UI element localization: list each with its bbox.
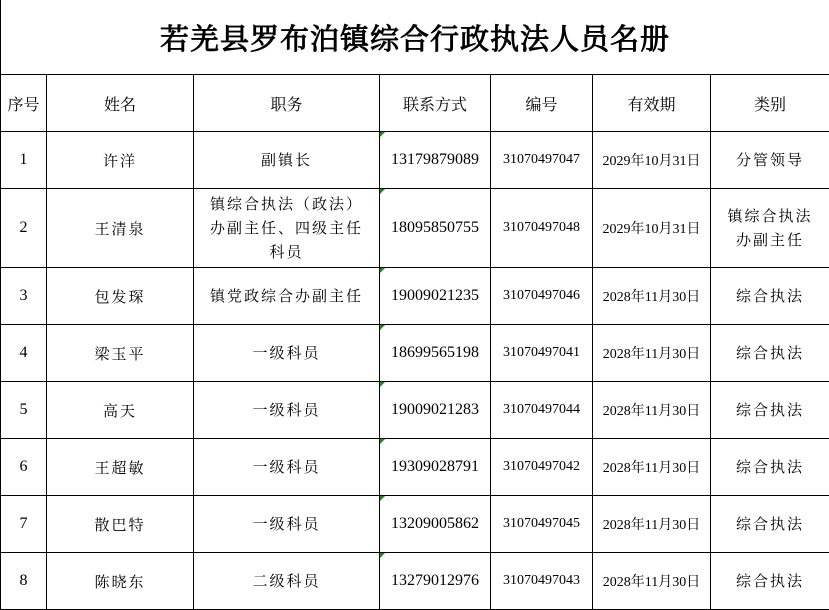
cell-name: 王超敏 xyxy=(47,439,194,496)
contact-text: 13179879089 xyxy=(391,151,479,168)
page-title: 若羌县罗布泊镇综合行政执法人员名册 xyxy=(160,17,670,58)
cell-contact xyxy=(380,382,491,439)
contact-text: 19009021235 xyxy=(391,287,479,304)
cell-code: 31070497042 xyxy=(491,439,593,496)
comment-marker-icon xyxy=(380,268,385,273)
cell-validity: 2028年11月30日 xyxy=(593,325,711,382)
cell-position xyxy=(194,382,380,439)
cell-index: 2 xyxy=(1,189,47,268)
table-row xyxy=(1,268,829,325)
contact-text: 18095850755 xyxy=(391,219,479,236)
cell-category xyxy=(711,439,829,496)
cell-code: 31070497047 xyxy=(491,132,593,189)
table-row xyxy=(1,496,829,553)
comment-marker-icon xyxy=(380,189,385,194)
cell-contact xyxy=(380,325,491,382)
header-name: 姓名 xyxy=(47,75,194,132)
cell-index: 1 xyxy=(1,132,47,189)
title-row xyxy=(0,0,829,74)
cell-index: 6 xyxy=(1,439,47,496)
header-index: 序号 xyxy=(1,75,47,132)
cell-position xyxy=(194,132,380,189)
table-row xyxy=(1,439,829,496)
cell-name: 梁玉平 xyxy=(47,325,194,382)
cell-name: 散巴特 xyxy=(47,496,194,553)
position-text: 一级科员 xyxy=(252,512,320,536)
comment-marker-icon xyxy=(380,382,385,387)
cell-position xyxy=(194,268,380,325)
cell-validity: 2028年11月30日 xyxy=(593,268,711,325)
cell-contact xyxy=(380,132,491,189)
cell-category xyxy=(711,325,829,382)
cell-position xyxy=(194,189,380,268)
cell-contact xyxy=(380,439,491,496)
cell-validity: 2029年10月31日 xyxy=(593,189,711,268)
cell-code: 31070497045 xyxy=(491,496,593,553)
cell-contact xyxy=(380,189,491,268)
contact-text: 19309028791 xyxy=(391,458,479,475)
category-text: 综合执法 xyxy=(736,284,804,308)
comment-marker-icon xyxy=(380,553,385,558)
cell-name: 陈晓东 xyxy=(47,553,194,610)
cell-category xyxy=(711,268,829,325)
cell-validity: 2028年11月30日 xyxy=(593,439,711,496)
category-text: 综合执法 xyxy=(736,455,804,479)
contact-text: 13209005862 xyxy=(391,515,479,532)
cell-code: 31070497044 xyxy=(491,382,593,439)
contact-text: 18699565198 xyxy=(391,344,479,361)
position-text: 镇党政综合办副主任 xyxy=(210,284,363,308)
contact-text: 19009021283 xyxy=(391,401,479,418)
header-category: 类别 xyxy=(711,75,829,132)
table-row xyxy=(1,382,829,439)
cell-name: 许洋 xyxy=(47,132,194,189)
category-text: 综合执法 xyxy=(736,341,804,365)
cell-index: 5 xyxy=(1,382,47,439)
header-position: 职务 xyxy=(194,75,380,132)
cell-index: 8 xyxy=(1,553,47,610)
cell-category xyxy=(711,496,829,553)
cell-position xyxy=(194,439,380,496)
cell-name: 高天 xyxy=(47,382,194,439)
cell-code: 31070497048 xyxy=(491,189,593,268)
cell-name: 王清泉 xyxy=(47,189,194,268)
table-row xyxy=(1,189,829,268)
cell-code: 31070497041 xyxy=(491,325,593,382)
comment-marker-icon xyxy=(380,325,385,330)
category-text: 综合执法 xyxy=(736,512,804,536)
personnel-table xyxy=(0,74,829,610)
cell-code: 31070497043 xyxy=(491,553,593,610)
cell-position xyxy=(194,496,380,553)
cell-code: 31070497046 xyxy=(491,268,593,325)
position-text: 一级科员 xyxy=(252,341,320,365)
cell-category xyxy=(711,189,829,268)
comment-marker-icon xyxy=(380,439,385,444)
category-text: 分管领导 xyxy=(736,148,804,172)
header-row xyxy=(1,75,829,132)
cell-index: 7 xyxy=(1,496,47,553)
category-text: 综合执法 xyxy=(736,398,804,422)
comment-marker-icon xyxy=(380,496,385,501)
cell-position xyxy=(194,553,380,610)
position-text: 一级科员 xyxy=(252,398,320,422)
cell-validity: 2028年11月30日 xyxy=(593,382,711,439)
position-text: 二级科员 xyxy=(252,569,320,593)
cell-index: 4 xyxy=(1,325,47,382)
header-validity: 有效期 xyxy=(593,75,711,132)
cell-category xyxy=(711,553,829,610)
table-row xyxy=(1,325,829,382)
cell-name: 包发琛 xyxy=(47,268,194,325)
category-text: 综合执法 xyxy=(736,569,804,593)
cell-validity: 2029年10月31日 xyxy=(593,132,711,189)
cell-contact xyxy=(380,553,491,610)
header-code: 编号 xyxy=(491,75,593,132)
cell-contact xyxy=(380,268,491,325)
cell-contact xyxy=(380,496,491,553)
position-text: 镇综合执法（政法）办副主任、四级主任科员 xyxy=(207,192,367,264)
position-text: 副镇长 xyxy=(261,148,312,172)
header-contact: 联系方式 xyxy=(380,75,491,132)
cell-validity: 2028年11月30日 xyxy=(593,553,711,610)
cell-validity: 2028年11月30日 xyxy=(593,496,711,553)
table-row xyxy=(1,132,829,189)
cell-index: 3 xyxy=(1,268,47,325)
position-text: 一级科员 xyxy=(252,455,320,479)
cell-category xyxy=(711,132,829,189)
comment-marker-icon xyxy=(380,132,385,137)
cell-category xyxy=(711,382,829,439)
category-text: 镇综合执法办副主任 xyxy=(720,204,820,252)
cell-position xyxy=(194,325,380,382)
table-row xyxy=(1,553,829,610)
contact-text: 13279012976 xyxy=(391,572,479,589)
